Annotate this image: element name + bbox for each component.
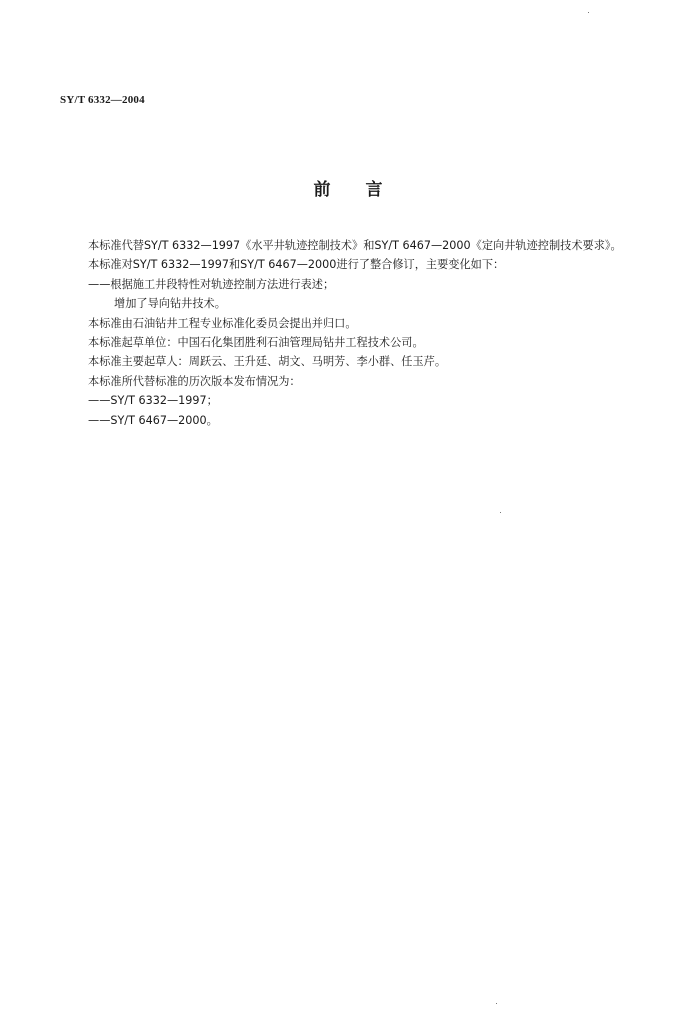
change-item-2: 增加了导向钻井技术。 — [114, 297, 226, 311]
change-item-1: ——根据施工井段特性对轨迹控制方法进行表述； — [88, 277, 335, 291]
scan-speck — [500, 512, 501, 513]
scan-speck — [588, 12, 589, 13]
page-title — [0, 175, 697, 200]
paragraph-revision: 本标准对SY/T 6332—1997和SY/T 6467—2000进行了整合修订，主要变化如下： — [88, 258, 505, 272]
foreword-body — [59, 236, 639, 430]
document-code: SY/T 6332—2004 — [60, 94, 145, 106]
paragraph-history: 本标准所代替标准的历次版本发布情况为： — [88, 374, 301, 388]
paragraph-drafting-unit: 本标准起草单位：中国石化集团胜利石油管理局钻井工程技术公司。 — [88, 336, 424, 350]
title-char-2: 言 — [365, 180, 384, 200]
paragraph-replacement: 本标准代替SY/T 6332—1997《水平井轨迹控制技术》和SY/T 6467—2000《定向井轨迹控制技术要求》。 — [88, 239, 622, 252]
title-char-1: 前 — [313, 180, 332, 200]
paragraph-drafters: 本标准主要起草人：周跃云、王升廷、胡文、马明芳、李小群、任玉芹。 — [88, 355, 447, 369]
history-item-2: ——SY/T 6467—2000。 — [88, 413, 218, 427]
paragraph-proposer: 本标准由石油钻井工程专业标准化委员会提出并归口。 — [88, 316, 357, 330]
history-item-1: ——SY/T 6332—1997； — [88, 394, 218, 408]
scan-speck — [496, 1003, 497, 1004]
